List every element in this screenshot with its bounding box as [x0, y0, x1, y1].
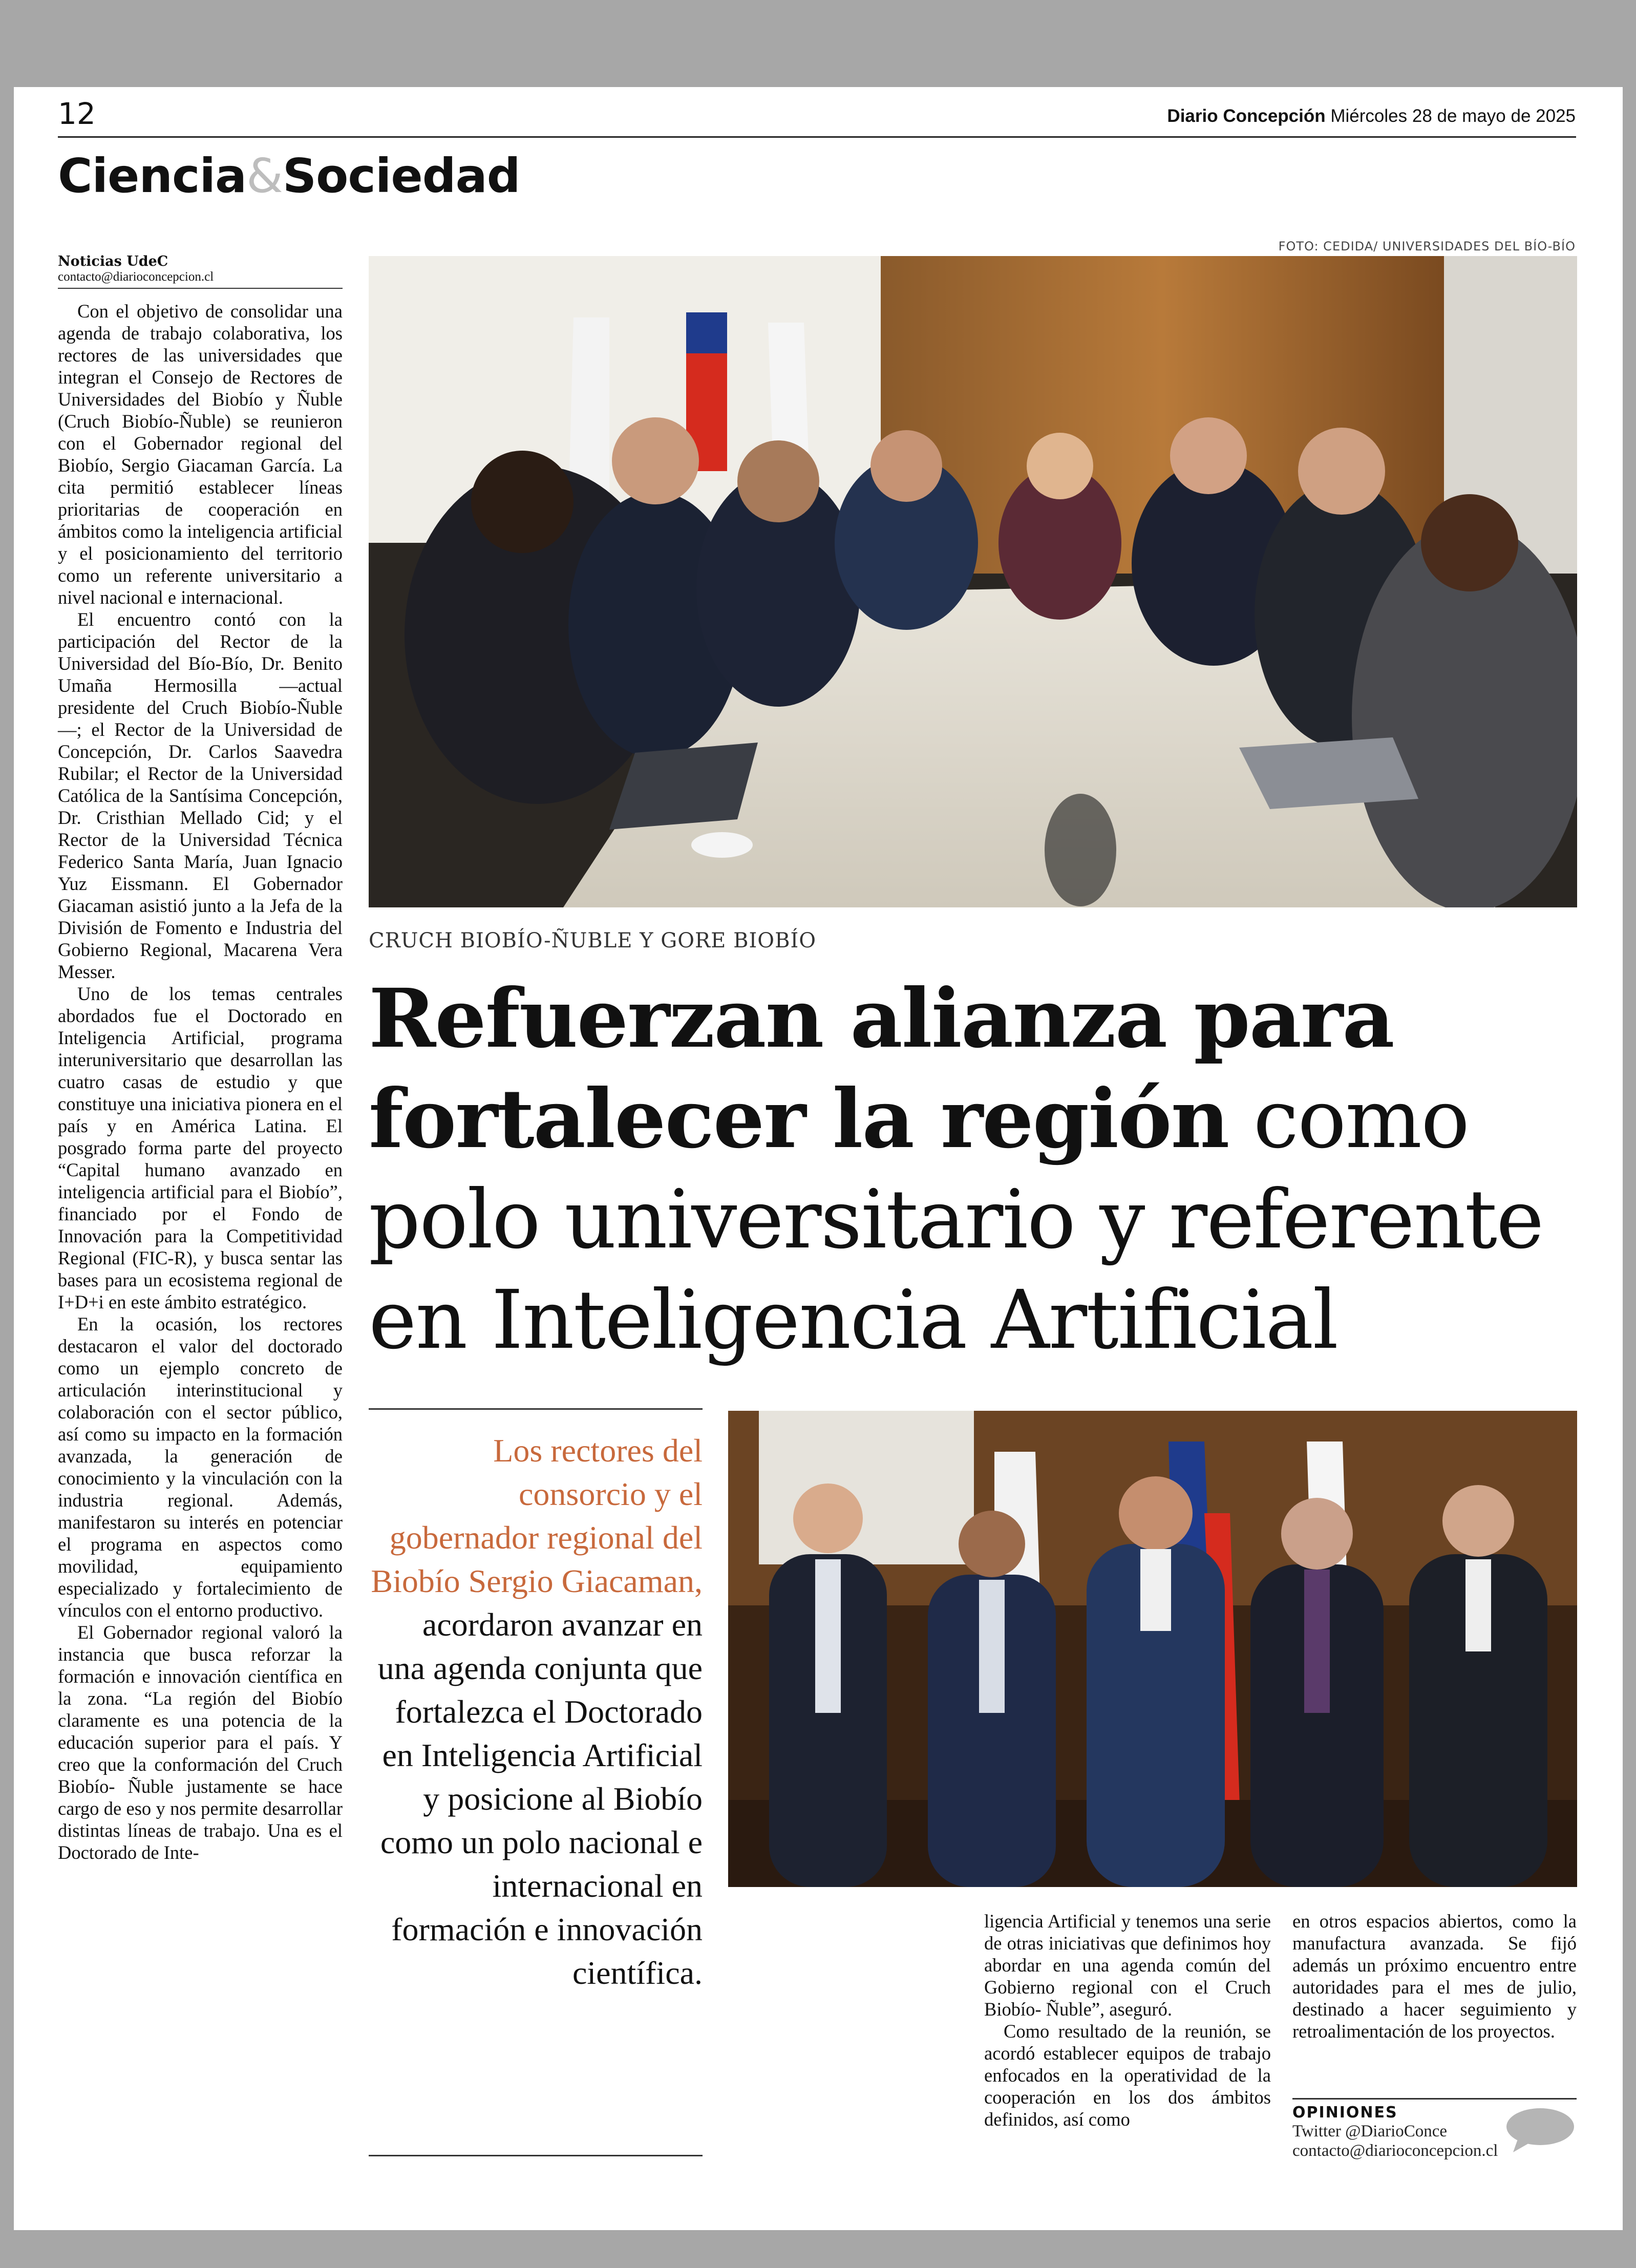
headline-regular: como polo universitario y referente en Inteligencia Artificial — [369, 1072, 1543, 1367]
byline-email[interactable]: contacto@diarioconcepcion.cl — [58, 269, 343, 289]
kicker: CRUCH BIOBÍO-ÑUBLE Y GORE BIOBÍO — [369, 929, 817, 952]
lead-highlight: Los rectores del consorcio y el gobernador regional del Biobío Sergio Giacaman, — [371, 1432, 703, 1599]
opinions-twitter[interactable]: Twitter @DiarioConce — [1292, 2122, 1448, 2140]
article-column-3 — [984, 1910, 1271, 2130]
section-title — [58, 149, 520, 203]
paragraph: Uno de los temas centrales abordados fue el Doctorado en Inteligencia Artificial, programa interuniversitario que desarrollan las cuatro casas de estudio y que constituye una iniciativa pionera en el país y en América Latina. El posgrado forma parte del proyecto “Capital humano avanzado en inteligencia artificial para el Biobío”, financiado por el Fondo de Innovación para la Competitividad Regional (FIC-R), y busca sentar las bases para un ecosistema regional de I+D+i en este ámbito estratégico. — [58, 983, 343, 1312]
page-number: 12 — [58, 96, 96, 131]
section-title-part2: Sociedad — [282, 149, 520, 203]
article-column-4 — [1292, 1910, 1577, 2042]
issue-date: Miércoles 28 de mayo de 2025 — [1330, 106, 1576, 126]
paragraph: El Gobernador regional valoró la instancia que busca reforzar la formación e innovación científica en la zona. “La región del Biobío claramente es una potencia de la educación superior para el país. Y creo que la conformación del Cruch Biobío- Ñuble justamente se hace cargo de eso y nos permite desarrollar distintas líneas de trabajo. Una es el Doctorado de Inte- — [58, 1622, 343, 1863]
paragraph: ligencia Artificial y tenemos una serie de otras iniciativas que definimos hoy abordar en una agenda común del Gobierno regional con el Cruch Biobío- Ñuble”, aseguró. — [984, 1911, 1271, 2020]
paragraph: Con el objetivo de consolidar una agenda de trabajo colaborativa, los rectores de las universidades que integran el Consejo de Rectores de Universidades del Biobío y Ñuble (Cruch Biobío-Ñuble) se reunieron con el Gobernador regional del Biobío, Sergio Giacaman García. La cita permitió establecer líneas prioritarias de cooperación en ámbitos como la inteligencia artificial y el posicionamiento del territorio como un referente universitario a nivel nacional e internacional. — [58, 301, 343, 608]
paragraph: El encuentro contó con la participación del Rector de la Universidad del Bío-Bío, Dr. Benito Umaña Hermosilla —actual presidente del Cruch Biobío-Ñuble—; el Rector de la Universidad de Concepción, Dr. Carlos Saavedra Rubilar; el Rector de la Universidad Católica de la Santísima Concepción, Dr. Cristhian Mellado Cid; y el Rector de la Universidad Técnica Federico Santa María, Juan Ignacio Yuz Eissmann. El Gobernador Giacaman asistió junto a la Jefa de la División de Fomento e Industria del Gobierno Regional, Macarena Vera Messer. — [58, 609, 343, 982]
lead-text: acordaron avanzar en una agenda conjunta que fortalezca el Doctorado en Inteligencia Artificial y posicione al Biobío como un polo nacional e internacional en formación e innovación científica. — [377, 1606, 703, 1991]
lead-top-rule — [369, 1408, 703, 1410]
photo-credit: FOTO: CEDIDA/ UNIVERSIDADES DEL BÍO-BÍO — [1278, 239, 1576, 253]
lead-quote — [369, 1429, 703, 1995]
article-column-1 — [58, 300, 343, 1863]
headline-bold: Refuerzan alianza para fortalecer la región — [369, 971, 1394, 1167]
byline-name: Noticias UdeC — [58, 253, 168, 269]
byline — [58, 254, 343, 289]
speech-bubble-icon — [1505, 2107, 1575, 2153]
opinions-email[interactable]: contacto@diarioconcepcion.cl — [1292, 2142, 1498, 2160]
lead-bottom-rule — [369, 2155, 703, 2156]
opinions-title: OPINIONES — [1292, 2104, 1398, 2122]
section-ampersand: & — [246, 149, 283, 203]
paragraph: en otros espacios abiertos, como la manufactura avanzada. Se fijó además un próximo encuentro entre autoridades para el mes de julio, destinado a hacer seguimiento y retroalimentación de los proyectos. — [1292, 1911, 1577, 2042]
header-rule — [58, 136, 1576, 138]
masthead — [1167, 106, 1576, 126]
section-title-part1: Ciencia — [58, 149, 247, 203]
group-photo — [728, 1411, 1577, 1887]
headline — [369, 969, 1577, 1370]
paragraph: Como resultado de la reunión, se acordó establecer equipos de trabajo enfocados en la operatividad de la cooperación en los dos ámbitos definidos, así como — [984, 2021, 1271, 2130]
meeting-photo — [369, 256, 1577, 907]
newspaper-name: Diario Concepción — [1167, 106, 1326, 126]
paragraph: En la ocasión, los rectores destacaron el valor del doctorado como un ejemplo concreto de articulación interinstitucional y colaboración con el sector público, así como su impacto en la formación avanzada, la generación de conocimiento y la vinculación con la industria regional. Además, manifestaron su interés en potenciar el programa en aspectos como movilidad, equipamiento especializado y fortalecimiento de vínculos con el entorno productivo. — [58, 1313, 343, 1621]
